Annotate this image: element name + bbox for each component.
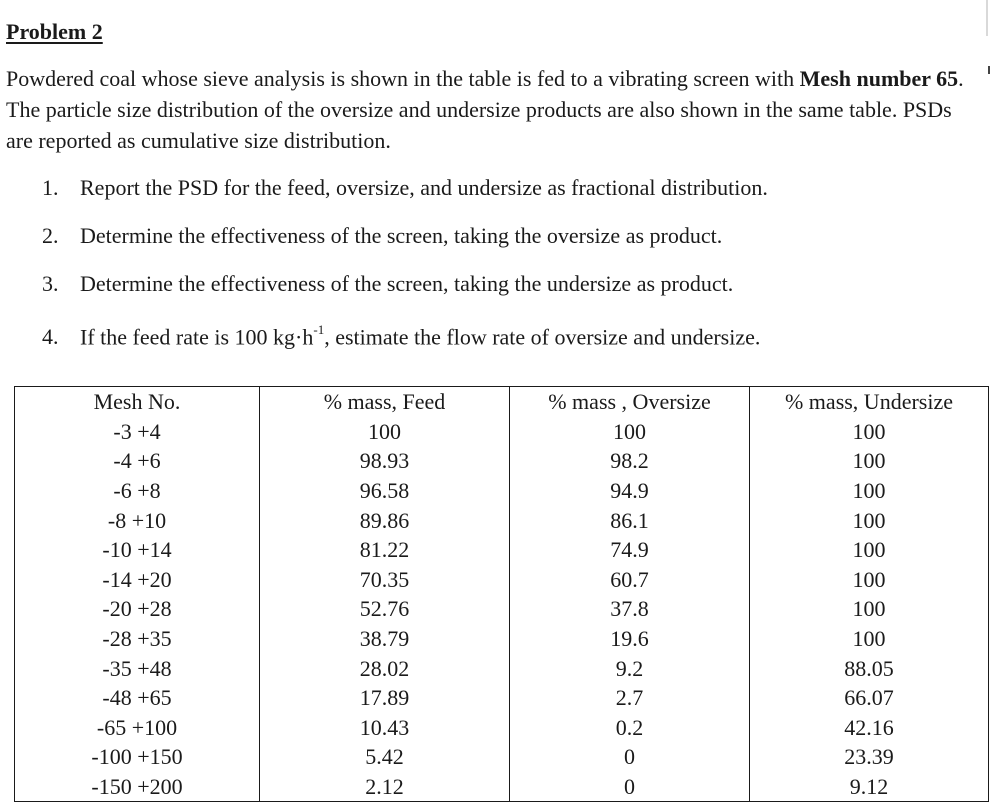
table-row (15, 476, 989, 506)
cell-mass-undersize: 23.39 (750, 742, 989, 772)
table-row (15, 624, 989, 654)
table-row (15, 653, 989, 683)
cell-mass-oversize: 0 (510, 772, 750, 802)
cell-mass-oversize: 74.9 (510, 535, 750, 565)
task-item (42, 316, 768, 364)
cell-mesh-no: -48 +65 (15, 683, 260, 713)
cell-mass-feed: 98.93 (260, 446, 510, 476)
cell-mass-oversize: 0.2 (510, 713, 750, 743)
task-unit-exponent: -1 (313, 322, 325, 337)
task-number: 1. (42, 175, 59, 200)
cell-mass-oversize: 9.2 (510, 653, 750, 683)
task-text: Report the PSD for the feed, oversize, and undersize as fractional distribution. (80, 175, 768, 200)
cell-mass-undersize: 100 (750, 476, 989, 506)
cell-mass-feed: 10.43 (260, 713, 510, 743)
task-text: If the feed rate is 100 kg·h (80, 324, 314, 350)
cell-mass-oversize: 86.1 (510, 505, 750, 535)
cell-mass-feed: 89.86 (260, 505, 510, 535)
intro-text-end: . The particle size distribution of the oversize and undersize products are also shown in the same table. PSDs are reported as cumulative size distribution. (6, 66, 964, 153)
cell-mesh-no: -150 +200 (15, 772, 260, 802)
cell-mass-undersize: 100 (750, 505, 989, 535)
cell-mass-oversize: 98.2 (510, 446, 750, 476)
cell-mesh-no: -28 +35 (15, 624, 260, 654)
cell-mass-oversize: 37.8 (510, 594, 750, 624)
cell-mass-undersize: 100 (750, 446, 989, 476)
cell-mass-feed: 28.02 (260, 653, 510, 683)
table-row (15, 417, 989, 447)
cell-mesh-no: -35 +48 (15, 653, 260, 683)
cell-mass-feed: 81.22 (260, 535, 510, 565)
sieve-analysis-table (14, 386, 989, 802)
cell-mass-feed: 38.79 (260, 624, 510, 654)
table-row (15, 772, 989, 802)
table-row (15, 535, 989, 565)
table-row (15, 594, 989, 624)
cell-mesh-no: -100 +150 (15, 742, 260, 772)
cell-mass-feed: 2.12 (260, 772, 510, 802)
header-mesh-no: Mesh No. (15, 387, 260, 417)
cell-mass-feed: 17.89 (260, 683, 510, 713)
cell-mesh-no: -20 +28 (15, 594, 260, 624)
header-mass-feed: % mass, Feed (260, 387, 510, 417)
page-edge-line (986, 0, 988, 36)
cell-mass-oversize: 0 (510, 742, 750, 772)
cell-mass-undersize: 88.05 (750, 653, 989, 683)
cell-mass-feed: 52.76 (260, 594, 510, 624)
task-text: Determine the effectiveness of the screen, taking the undersize as product. (80, 271, 734, 296)
table-body (15, 417, 989, 802)
intro-mesh-number: Mesh number 65 (799, 66, 959, 91)
cell-mass-oversize: 2.7 (510, 683, 750, 713)
task-item (42, 172, 768, 220)
cell-mass-oversize: 94.9 (510, 476, 750, 506)
table-header-row (15, 387, 989, 417)
task-number: 3. (42, 271, 59, 296)
task-text: Determine the effectiveness of the screen, taking the oversize as product. (80, 223, 723, 248)
problem-statement (6, 63, 971, 156)
cell-mass-feed: 100 (260, 417, 510, 447)
cell-mesh-no: -65 +100 (15, 713, 260, 743)
cell-mass-undersize: 66.07 (750, 683, 989, 713)
table-row (15, 713, 989, 743)
cell-mass-undersize: 100 (750, 565, 989, 595)
intro-text-start: Powdered coal whose sieve analysis is shown in the table is fed to a vibrating screen with (6, 66, 800, 91)
cell-mesh-no: -14 +20 (15, 565, 260, 595)
table-row (15, 446, 989, 476)
table-row (15, 565, 989, 595)
cell-mass-undersize: 9.12 (750, 772, 989, 802)
cell-mesh-no: -10 +14 (15, 535, 260, 565)
header-mass-oversize: % mass , Oversize (510, 387, 750, 417)
cell-mass-oversize: 100 (510, 417, 750, 447)
table-row (15, 683, 989, 713)
task-item (42, 268, 768, 316)
table-row (15, 742, 989, 772)
table-row (15, 505, 989, 535)
cell-mass-undersize: 42.16 (750, 713, 989, 743)
header-mass-undersize: % mass, Undersize (750, 387, 989, 417)
problem-title: Problem 2 (6, 19, 103, 44)
task-number: 4. (42, 324, 59, 350)
cell-mass-oversize: 19.6 (510, 624, 750, 654)
cell-mass-undersize: 100 (750, 535, 989, 565)
cell-mass-undersize: 100 (750, 417, 989, 447)
task-list (42, 172, 768, 364)
cell-mass-undersize: 100 (750, 594, 989, 624)
cell-mass-undersize: 100 (750, 624, 989, 654)
task-item (42, 220, 768, 268)
task-number: 2. (42, 223, 59, 248)
cell-mass-feed: 70.35 (260, 565, 510, 595)
task-text-end: , estimate the flow rate of oversize and undersize. (324, 324, 761, 350)
cell-mass-feed: 5.42 (260, 742, 510, 772)
cell-mesh-no: -4 +6 (15, 446, 260, 476)
cell-mass-oversize: 60.7 (510, 565, 750, 595)
cell-mesh-no: -8 +10 (15, 505, 260, 535)
page-edge-tick (988, 66, 990, 74)
cell-mesh-no: -6 +8 (15, 476, 260, 506)
cell-mesh-no: -3 +4 (15, 417, 260, 447)
cell-mass-feed: 96.58 (260, 476, 510, 506)
